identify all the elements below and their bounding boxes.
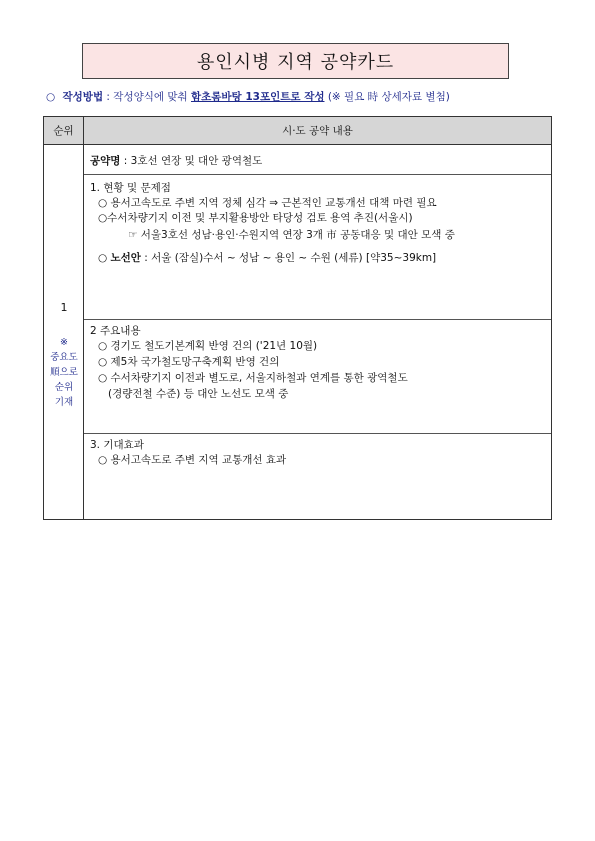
section-heading: 3. 기대효과 (90, 439, 144, 451)
route-line (98, 250, 436, 265)
section-expected-effect (84, 434, 551, 519)
instruction-bullet: ○ (46, 91, 56, 103)
rank-note-line: ※ (60, 337, 68, 348)
rank-note-line: 순위 (54, 382, 74, 393)
rank-note-line: 중요도 (50, 352, 78, 363)
list-item-note: ☞ 서울3호선 성남·용인·수원지역 연장 3개 市 공동대응 및 대안 모색 중 (128, 229, 455, 241)
instruction-font-rule: 함초롬바탕 13포인트로 작성 (190, 91, 325, 103)
rank-note-line: 順으로 (50, 367, 78, 378)
pledge-label: 공약명 (90, 155, 121, 167)
rank-number: 1 (60, 301, 68, 314)
pledge-name-line (90, 153, 262, 168)
card-title-box (82, 43, 509, 79)
rank-note-line: 기재 (54, 397, 74, 408)
list-item: ○수서차량기지 이전 및 부지활용방안 타당성 검토 용역 추진(서울시) (98, 212, 413, 224)
list-item: ○ 수서차량기지 이전과 별도로, 서울지하철과 연계를 통한 광역철도 (98, 372, 408, 384)
pledge-table (43, 116, 552, 520)
list-item: ○ 용서고속도로 주변 지역 정체 심각 ⇒ 근본적인 교통개선 대책 마련 필요 (98, 197, 437, 209)
section-heading: 1. 현황 및 문제점 (90, 182, 171, 194)
section-status (84, 175, 551, 320)
instruction-text-2: (※ 필요 時 상세자료 별첨) (324, 91, 450, 103)
section-main-content (84, 320, 551, 434)
list-item: ○ 제5차 국가철도망구축계획 반영 건의 (98, 356, 280, 368)
list-item: ○ 용서고속도로 주변 지역 교통개선 효과 (98, 454, 287, 466)
table-header-row (44, 117, 551, 145)
route-bullet: ○ (98, 252, 108, 264)
instruction-line (46, 89, 556, 104)
header-content: 시·도 공약 내용 (282, 125, 353, 137)
rank-note (44, 335, 84, 410)
pledge-name: : 3호선 연장 및 대안 광역철도 (120, 155, 263, 167)
list-item: ○ 경기도 철도기본계획 반영 건의 ('21년 10월) (98, 340, 318, 352)
rank-column (44, 145, 84, 519)
section-heading: 2 주요내용 (90, 325, 141, 337)
pledge-name-section (84, 145, 551, 175)
route-text: : 서울 (잠실)수서 ~ 성남 ~ 용인 ~ 수원 (세류) [약35~39km] (140, 252, 437, 264)
header-rank: 순위 (44, 117, 84, 144)
list-item-continuation: (경량전철 수준) 등 대안 노선도 모색 중 (108, 388, 289, 400)
instruction-text-1: : 작성양식에 맞춰 (103, 91, 191, 103)
instruction-label: 작성방법 (62, 91, 104, 103)
route-label: 노선안 (110, 252, 141, 264)
card-title: 용인시병 지역 공약카드 (196, 52, 395, 73)
content-column (84, 145, 551, 519)
